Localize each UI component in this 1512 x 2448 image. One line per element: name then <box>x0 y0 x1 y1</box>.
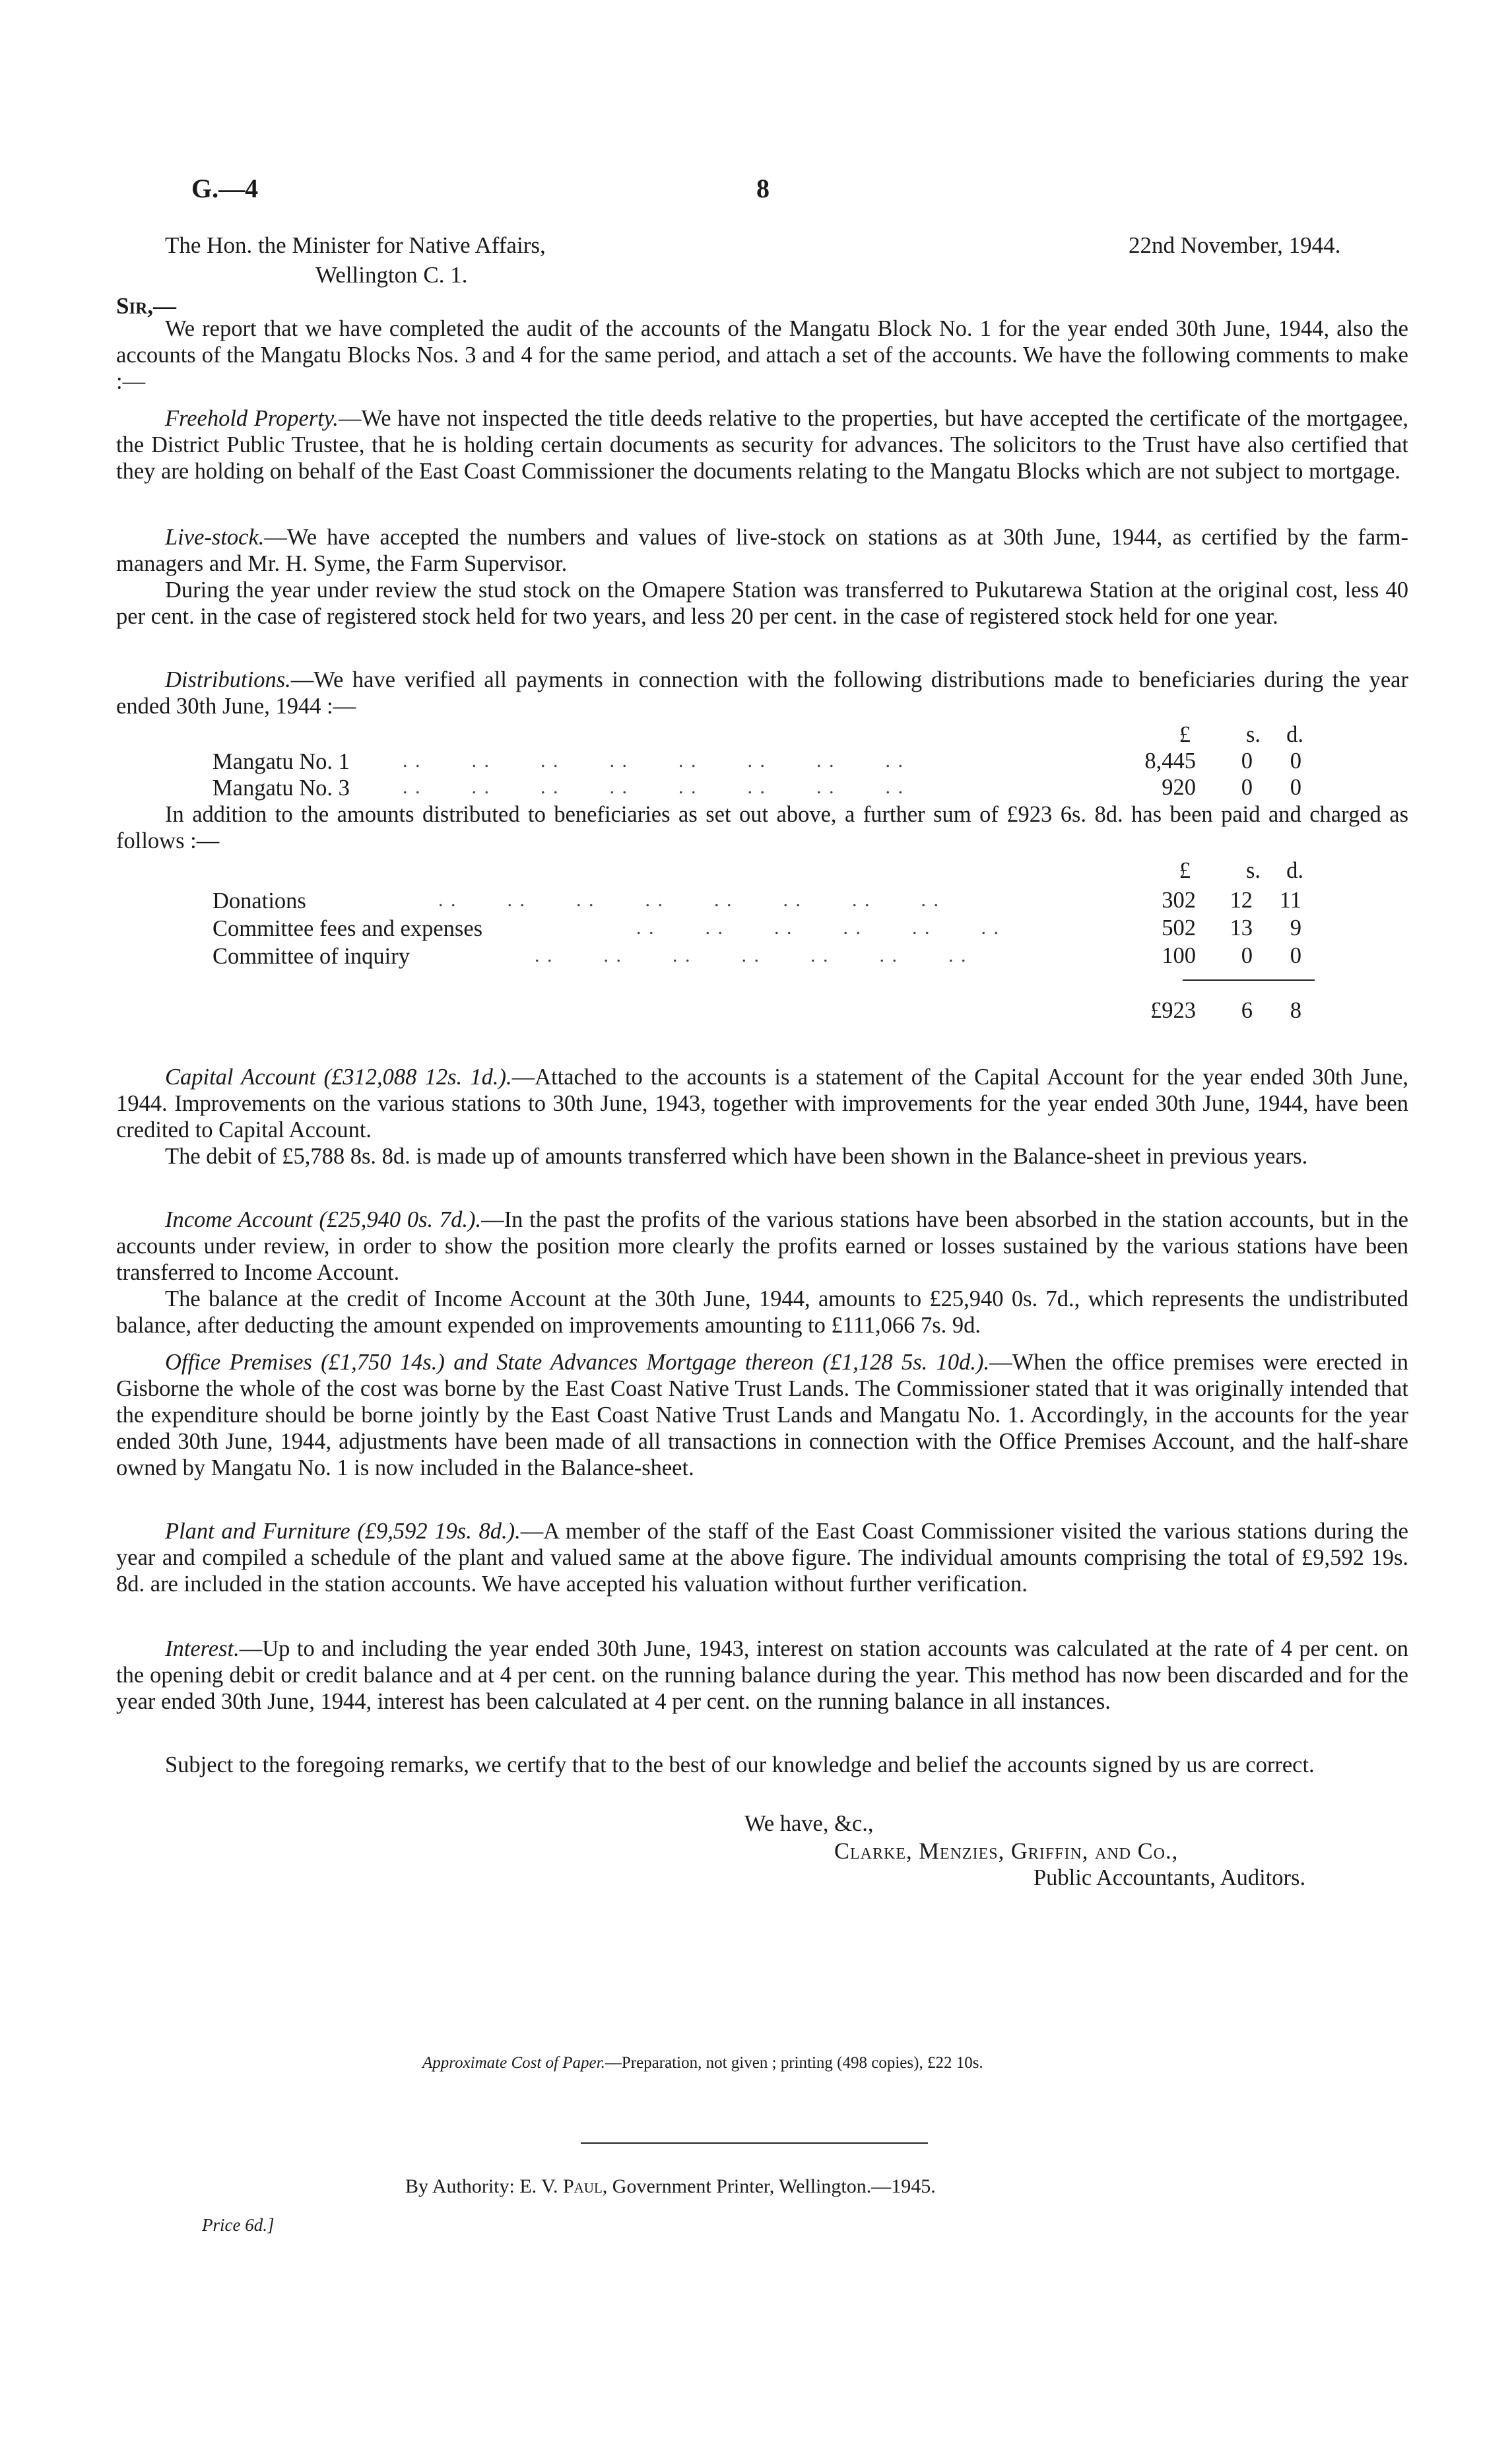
pence-cell: 0 <box>1290 748 1301 774</box>
pounds-cell: 8,445 <box>1144 748 1196 774</box>
letter-date: 22nd November, 1944. <box>1129 232 1341 258</box>
shillings-cell: 0 <box>1241 943 1253 968</box>
salutation: Sir,— <box>116 293 176 319</box>
pounds-cell: 502 <box>1162 915 1196 941</box>
pence-cell: 0 <box>1290 943 1301 968</box>
price: Price 6d.] <box>202 2215 275 2235</box>
freehold-heading: Freehold Property. <box>165 406 339 431</box>
livestock-heading: Live-stock. <box>165 525 265 550</box>
capital-account-heading: Capital Account (£312,088 12s. 1d.). <box>165 1065 512 1090</box>
col-header-pounds: £ <box>1179 858 1191 883</box>
authority-prefix: By Authority: <box>405 2175 515 2197</box>
pounds-cell: 920 <box>1162 775 1196 800</box>
office-premises-heading: Office Premises (£1,750 14s.) and State Advances Mortgage thereon (£1,128 5s. 10d.). <box>165 1350 990 1375</box>
firm-name: Clarke, Menzies, Griffin, and Co., <box>834 1839 1179 1864</box>
distributions-paragraph: Distributions.—We have verified all payments in connection with the following distributions made to beneficiaries during the year ended 30th June, 1944 :— <box>116 667 1408 719</box>
leader-dots: . . . . . . . . . . . . . . <box>535 944 968 966</box>
leader-dots: . . . . . . . . . . . . <box>636 917 1000 939</box>
addition-paragraph: In addition to the amounts distributed to beneficiaries as set out above, a further sum of £923 6s. 8d. has been paid and charged as follows :— <box>116 802 1408 853</box>
distributions-heading: Distributions. <box>165 667 291 692</box>
recipient-location: Wellington C. 1. <box>315 262 468 288</box>
income-account-paragraph: Income Account (£25,940 0s. 7d.).—In the past the profits of the various stations have been absorbed in the station accounts, but in the accounts under review, in order to show the position more clearly the profits earned or losses sustained by the various stations have been transferred to Income Account. <box>116 1207 1408 1285</box>
footer-rule <box>581 2142 928 2144</box>
col-header-shillings: s. <box>1245 722 1261 747</box>
row-label: Mangatu No. 1 <box>213 749 350 774</box>
leader-dots: . . . . . . . . . . . . . . . . <box>403 750 904 772</box>
pounds-cell: 302 <box>1162 888 1196 913</box>
pence-cell: 9 <box>1290 915 1301 941</box>
col-header-shillings: s. <box>1245 858 1261 883</box>
income-account-heading: Income Account (£25,940 0s. 7d.). <box>165 1207 482 1232</box>
livestock-paragraph: Live-stock.—We have accepted the numbers and values of live-stock on stations as at 30th June, 1944, as certified by the farm-managers and Mr. H. Syme, the Farm Supervisor. <box>116 525 1408 576</box>
freehold-paragraph: Freehold Property.—We have not inspected the title deeds relative to the properties, but have accepted the certificate of the mortgagee, the District Public Trustee, that he is holding certain documents as security for advances. The solicitors to the Trust have also certified that they are holding on behalf of the East Coast Commissioner the documents relating to the Mangatu Blocks which are not subject to mortgage. <box>116 406 1408 484</box>
pence-cell: 0 <box>1290 775 1301 800</box>
printer-name: E. V. Paul, <box>519 2175 608 2197</box>
col-header-pence: d. <box>1286 858 1303 883</box>
shillings-cell: 0 <box>1241 748 1253 774</box>
printer-rest: Government Printer, Wellington.—1945. <box>612 2175 936 2197</box>
shillings-cell: 12 <box>1230 888 1253 913</box>
recipient: The Hon. the Minister for Native Affairs, <box>165 232 546 258</box>
document-reference: G.—4 <box>191 174 259 203</box>
plant-furniture-paragraph: Plant and Furniture (£9,592 19s. 8d.).—A member of the staff of the East Coast Commissioner visited the various stations during the year and compiled a schedule of the plant and valued same at the above figure. The individual amounts comprising the total of £9,592 19s. 8d. are included in the station accounts. We have accepted his valuation without further verification. <box>116 1519 1408 1597</box>
certification-paragraph: Subject to the foregoing remarks, we certify that to the best of our knowledge and belief the accounts signed by us are correct. <box>165 1752 1315 1777</box>
total-pounds: £923 <box>1150 998 1196 1023</box>
leader-dots: . . . . . . . . . . . . . . . . <box>438 889 940 911</box>
pounds-cell: 100 <box>1162 943 1196 968</box>
interest-heading: Interest. <box>165 1636 240 1661</box>
cost-text: —Preparation, not given ; printing (498 copies), £22 10s. <box>605 2054 983 2072</box>
shillings-cell: 13 <box>1230 915 1253 941</box>
leader-dots: . . . . . . . . . . . . . . . . <box>403 776 904 798</box>
col-header-pence: d. <box>1286 722 1303 747</box>
total-rule <box>1183 979 1315 981</box>
intro-paragraph: We report that we have completed the audit of the accounts of the Mangatu Block No. 1 for the year ended 30th June, 1944, also the accounts of the Mangatu Blocks Nos. 3 and 4 for the same period, and attach a set of the accounts. We have the following comments to make :— <box>116 316 1408 394</box>
row-label: Committee fees and expenses <box>213 916 483 941</box>
capital-account-paragraph: Capital Account (£312,088 12s. 1d.).—Attached to the accounts is a statement of the Capital Account for the year ended 30th June, 1944. Improvements on the various stations to 30th June, 1943, together with improvements for the year ended 30th June, 1944, have been credited to Capital Account. <box>116 1065 1408 1142</box>
page-number: 8 <box>756 174 770 203</box>
capital-debit-paragraph: The debit of £5,788 8s. 8d. is made up of amounts transferred which have been shown in the Balance-sheet in previous years. <box>165 1144 1308 1169</box>
shillings-cell: 0 <box>1241 775 1253 800</box>
firm-title: Public Accountants, Auditors. <box>1034 1865 1306 1890</box>
total-pence: 8 <box>1290 998 1301 1023</box>
cost-label: Approximate Cost of Paper. <box>422 2054 605 2072</box>
interest-paragraph: Interest.—Up to and including the year ended 30th June, 1943, interest on station accounts was calculated at the rate of 4 per cent. on the opening debit or credit balance and at 4 per cent. on the running balance during the year. This method has now been discarded and for the year ended 30th June, 1944, interest has been calculated at 4 per cent. on the running balance in all instances. <box>116 1636 1408 1714</box>
stud-stock-paragraph: During the year under review the stud stock on the Omapere Station was transferred to Pukutarewa Station at the original cost, less 40 per cent. in the case of registered stock held for two years, and less 20 per cent. in the case of registered stock held for one year. <box>116 578 1408 629</box>
total-shillings: 6 <box>1241 998 1253 1023</box>
printer-line <box>405 2175 936 2198</box>
cost-of-paper <box>422 2054 983 2072</box>
pence-cell: 11 <box>1279 888 1301 913</box>
row-label: Donations <box>213 888 306 913</box>
income-balance-paragraph: The balance at the credit of Income Account at the 30th June, 1944, amounts to £25,940 0s. 7d., which represents the undistributed balance, after deducting the amount expended on improvements amounting to £111,066 7s. 9d. <box>116 1286 1408 1338</box>
office-premises-paragraph: Office Premises (£1,750 14s.) and State Advances Mortgage thereon (£1,128 5s. 10d.).—When the office premises were erected in Gisborne the whole of the cost was borne by the East Coast Native Trust Lands. The Commissioner stated that it was originally intended that the expenditure should be borne jointly by the East Coast Native Trust Lands and Mangatu No. 1. Accordingly, in the accounts for the year ended 30th June, 1944, adjustments have been made of all transactions in connection with the Office Premises Account, and the half-share owned by Mangatu No. 1 is now included in the Balance-sheet. <box>116 1350 1408 1480</box>
plant-furniture-heading: Plant and Furniture (£9,592 19s. 8d.). <box>165 1519 521 1544</box>
col-header-pounds: £ <box>1179 722 1191 747</box>
closing: We have, &c., <box>744 1811 874 1836</box>
row-label: Committee of inquiry <box>213 944 410 969</box>
row-label: Mangatu No. 3 <box>213 776 350 801</box>
